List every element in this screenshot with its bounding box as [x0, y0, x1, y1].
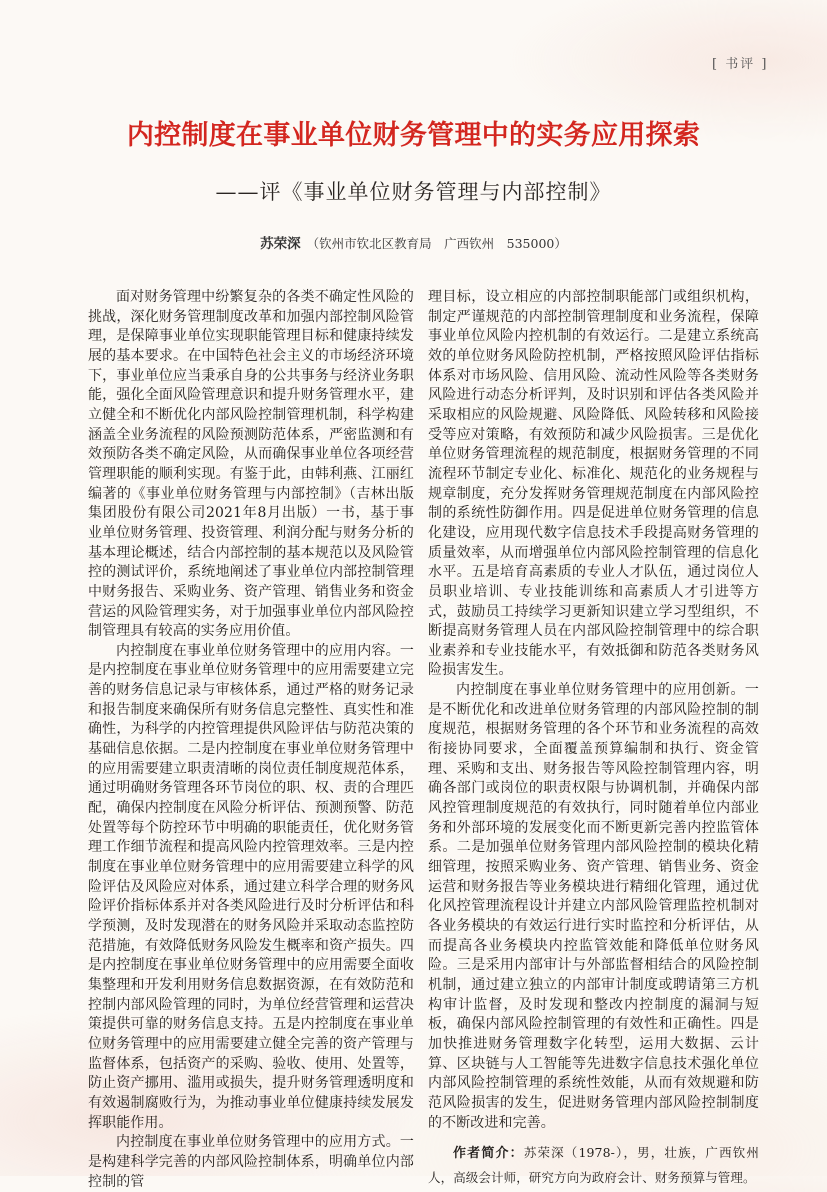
paragraph-methods-start: 内控制度在事业单位财务管理中的应用方式。一是构建科学完善的内部风险控制体系，明确单位内部控制的管 [88, 1134, 414, 1190]
article-title: 内控制度在事业单位财务管理中的实务应用探索 [126, 120, 701, 151]
article-subtitle: ——评《事业单位财务管理与内部控制》 [215, 180, 612, 204]
paragraph-innovation: 内控制度在事业单位财务管理中的应用创新。一是不断优化和改进单位财务管理的内部风险控制的制度规范，根据财务管理的各个环节和业务流程的高效衔接协同要求，全面覆盖预算编制和执行、资金管理、采购和支出、财务报告等风险控制管理内容，明确各部门或岗位的职责权限与协调机制，并确保内部风控管理制度规范的有效执行，同时随着单位内部业务和外部环境的发展变化而不断更新完善内控监管体系。二是加强单位财务管理内部风险控制的模块化精细管理，按照采购业务、资产管理、销售业务、资金运营和财务报告等业务模块进行精细化管理，通过优化风控管理流程设计并建立内部风险管理监控机制对各业务模块的有效运行进行实时监控和分析评估，从而提高各业务模块内控监管效能和降低单位财务风险。三是采用内部审计与外部监督相结合的风险控制机制，通过建立独立的内部审计制度或聘请第三方机构审计监督，及时发现和整改内控制度的漏洞与短板，确保内部风险控制管理的有效性和正确性。四是加快推进财务管理数字化转型，运用大数据、云计算、区块链与人工智能等先进数字信息技术强化单位内部风险控制管理的系统性效能，从而有效规避和防范风险损害的发生，促进财务管理内部风险控制制度的不断改进和完善。 [428, 682, 759, 1131]
author-name: 苏荣深 [260, 236, 301, 252]
column-tag: [ 书评 ] [712, 57, 769, 72]
author-line [0, 232, 827, 252]
author-bio-text: 苏荣深（1978-），男，壮族，广西钦州人，高级会计师，研究方向为政府会计、财务预算与管理。 [428, 1145, 759, 1186]
paragraph-intro: 面对财务管理中纷繁复杂的各类不确定性风险的挑战，深化财务管理制度改革和加强内部控制风险管理，是保障事业单位实现职能管理目标和健康持续发展的基本要求。在中国特色社会主义的市场经济环境下，事业单位应当秉承自身的公共事务与经济业务职能，强化全面风险管理意识和提升财务管理水平，建立健全和不断优化内部风险控制管理机制，科学构建涵盖全业务流程的风险预测防范体系，严密监测和有效预防各类不确定风险，从而确保事业单位各项经营管理职能的顺利实现。有鉴于此，由韩利燕、江丽红编著的《事业单位财务管理与内部控制》（吉林出版集团股份有限公司2021年8月出版）一书，基于事业单位财务管理、投资管理、利润分配与财务分析的基本理论概述，结合内部控制的基本规范以及风险管控的测试评价，系统地阐述了事业单位内部控制管理中财务报告、采购业务、资产管理、销售业务和资金营运的风险管理实务，对于加强事业单位内部风险控制管理具有较高的实务应用价值。 [88, 289, 414, 640]
left-column [88, 288, 414, 1192]
paragraph-methods-end: 理目标，设立相应的内部控制职能部门或组织机构，制定严谨规范的内部控制管理制度和业务流程，保障事业单位风险内控机制的有效运行。二是建立系统高效的单位财务风险防控机制，严格按照风险评估指标体系对市场风险、信用风险、流动性风险等各类财务风险进行动态分析评判，及时识别和评估各类风险并采取相应的风险规避、风险降低、风险转移和风险接受等应对策略，有效预防和减少风险损害。三是优化单位财务管理流程的规范制度，根据财务管理的不同流程环节制定专业化、标准化、规范化的业务规程与规章制度，充分发挥财务管理规范制度在内部风险控制的系统性防御作用。四是促进单位财务管理的信息化建设，应用现代数字信息技术手段提高财务管理的质量效率，从而增强单位内部风险控制管理的信息化水平。五是培育高素质的专业人才队伍，通过岗位人员职业培训、专业技能训练和高素质人才引进等方式，鼓励员工持续学习更新知识建立学习型组织，不断提高财务管理人员在内部风险控制管理中的综合职业素养和专业技能水平，有效抵御和防范各类财务风险损害发生。 [428, 289, 759, 679]
right-column [428, 288, 759, 1190]
paragraph-content: 内控制度在事业单位财务管理中的应用内容。一是内控制度在事业单位财务管理中的应用需要建立完善的财务信息记录与审核体系，通过严格的财务记录和报告制度来确保所有财务信息完整性、真实性和准确性，为科学的内控管理提供风险评估与防范决策的基础信息依据。二是内控制度在事业单位财务管理中的应用需要建立职责清晰的岗位责任制度规范体系，通过明确财务管理各环节岗位的职、权、责的合理匹配，确保内控制度在风险分析评估、预测预警、防范处置等每个防控环节中明确的职能责任，优化财务管理工作细节流程和提高风险内控管理效率。三是内控制度在事业单位财务管理中的应用需要建立科学的风险评估及风险应对体系，通过建立科学合理的财务风险评价指标体系并对各类风险进行及时分析评估和科学预测，及时发现潜在的财务风险并采取动态监控防范措施，有效降低财务风险发生概率和资产损失。四是内控制度在事业单位财务管理中的应用需要全面收集整理和开发利用财务信息数据资源，在有效防范和控制内部风险管理的同时，为单位经营管理和运营决策提供可靠的财务信息支持。五是内控制度在事业单位财务管理中的应用需要建立健全完善的资产管理与监督体系，包括资产的采购、验收、使用、处置等，防止资产挪用、滥用或损失，提升财务管理透明度和有效遏制腐败行为，为推动事业单位健康持续发展发挥职能作用。 [88, 642, 414, 1131]
author-bio-label: 作者简介： [453, 1146, 524, 1162]
author-bio [428, 1141, 759, 1190]
author-affiliation: （钦州市钦北区教育局 广西钦州 535000） [306, 236, 567, 251]
